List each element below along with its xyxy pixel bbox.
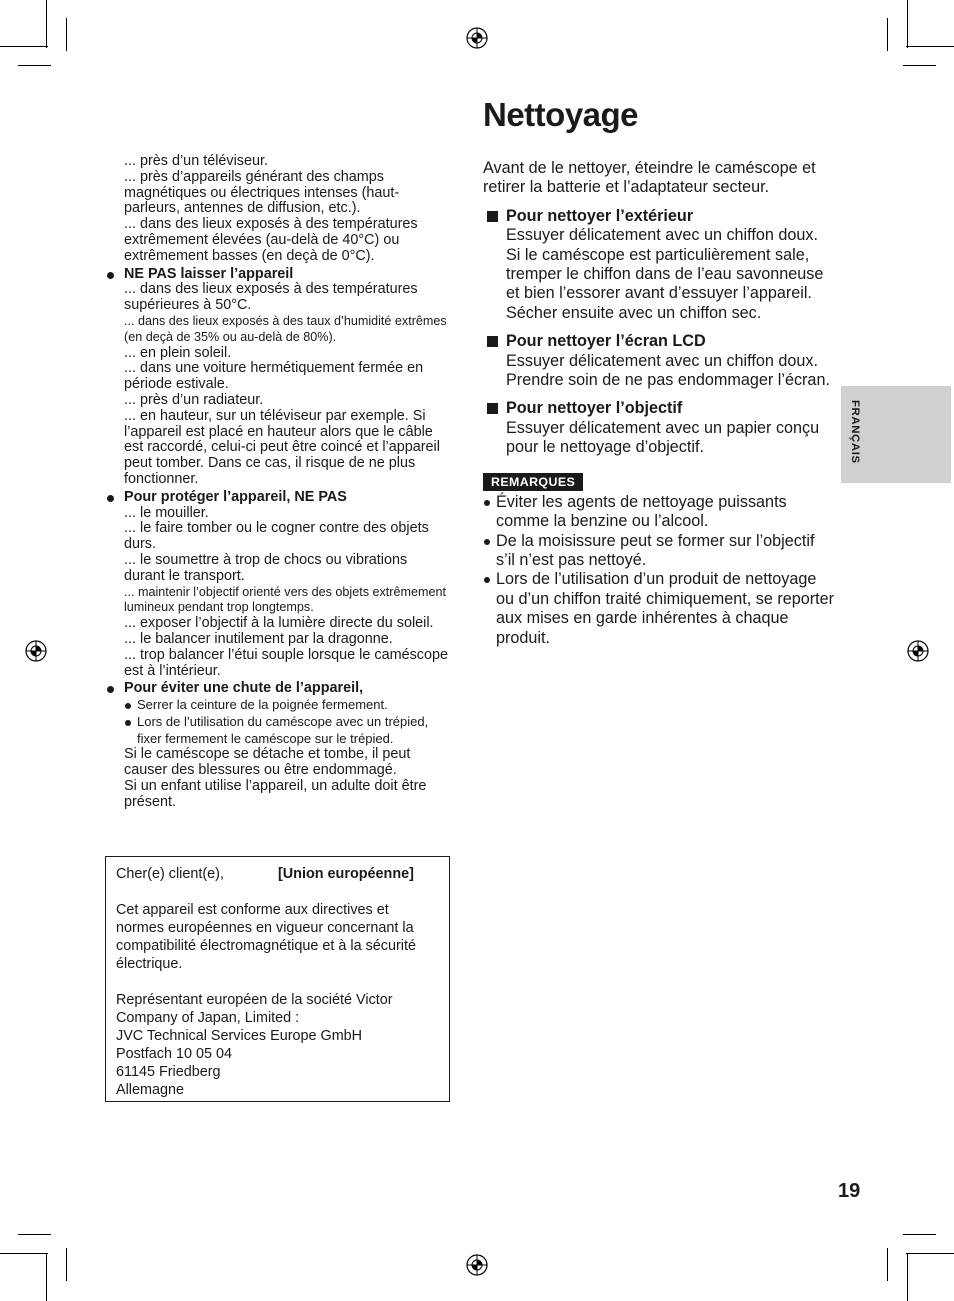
address-line: Postfach 10 05 04 (116, 1046, 233, 1062)
paragraph: Si un enfant utilise l’appareil, un adulte doit être présent. (124, 778, 427, 810)
greeting: Cher(e) client(e), (116, 866, 224, 882)
list-item: ... en hauteur, sur un téléviseur par exemple. Si l’appareil est placé en hauteur alors que le câble est raccordé, celui-ci peut être coincé et l’appareil peut tomber. Dans ce cas, il risque de ne plus fonctionner. (124, 407, 440, 487)
list-item: ... dans des lieux exposés à des taux d’humidité extrêmes (en deçà de 35% ou au-delà de 80%). (124, 313, 447, 344)
intro-text: Avant de le nettoyer, éteindre le caméscope et retirer la batterie et l’adaptateur secteur. (483, 159, 816, 197)
bullet-icon (107, 272, 114, 279)
right-column (483, 159, 835, 648)
remark-item: Lors de l’utilisation d’un produit de nettoyage ou d’un chiffon traité chimiquement, se reporter aux mises en garde inhérentes à chaque produit. (483, 570, 835, 648)
left-column (106, 154, 451, 811)
square-bullet-icon (487, 211, 498, 222)
crop-mark (906, 46, 954, 47)
list-item: ... maintenir l’objectif orienté vers des objets extrêmement lumineux pendant trop longtemps. (124, 584, 446, 615)
bullet-heading: Pour protéger l’appareil, NE PAS (106, 490, 451, 506)
crop-mark (907, 1253, 908, 1301)
page-title: Nettoyage (483, 96, 639, 133)
section-lcd (483, 332, 835, 390)
crop-mark (46, 0, 47, 48)
bullet-icon (484, 500, 490, 506)
list-item: ... le balancer inutilement par la dragonne. (124, 630, 393, 647)
list-item: ... près d’un radiateur. (124, 391, 264, 408)
section-exterior (483, 207, 835, 323)
crop-mark (18, 65, 51, 66)
page-number: 19 (838, 1180, 861, 1202)
representative-text: Représentant européen de la société Victor Company of Japan, Limited : (116, 992, 393, 1026)
crop-mark (907, 0, 908, 48)
section-body: Essuyer délicatement avec un papier conçu pour le nettoyage d’objectif. (506, 418, 820, 457)
registration-mark-icon (464, 1252, 490, 1278)
bullet-heading: NE PAS laisser l’appareil (106, 267, 451, 283)
crop-mark (66, 18, 67, 51)
list-item: ... le mouiller. (124, 504, 209, 521)
compliance-text: Cet appareil est conforme aux directives et normes européennes en vigueur concernant la compatibilité électromagnétique et à la sécurité électrique. (116, 902, 416, 972)
crop-mark (46, 1253, 47, 1301)
remark-item: De la moisissure peut se former sur l’objectif s’il n’est pas nettoyé. (483, 532, 835, 571)
square-bullet-icon (487, 403, 498, 414)
address-line: JVC Technical Services Europe GmbH (116, 1028, 363, 1044)
bullet-icon (484, 577, 490, 583)
list-item: ... trop balancer l’étui souple lorsque le caméscope est à l’intérieur. (124, 646, 448, 679)
registration-mark-icon (905, 638, 931, 664)
list-item: ... le faire tomber ou le cogner contre des objets durs. (124, 520, 429, 553)
paragraph: Si le caméscope se détache et tombe, il peut causer des blessures ou être endommagé. (124, 746, 411, 779)
crop-mark (906, 1253, 954, 1254)
language-tab (841, 386, 951, 483)
crop-mark (887, 1248, 888, 1281)
crop-mark (903, 1234, 936, 1235)
remarks-badge: REMARQUES (483, 473, 583, 491)
section-body: Essuyer délicatement avec un chiffon doux. Si le caméscope est particulièrement sale, tremper le chiffon dans de l’eau savonneuse et bien l’essorer avant d’essuyer l’appareil. Sécher ensuite avec un chiffon sec. (506, 226, 824, 322)
bullet-icon (125, 720, 131, 726)
list-item: ... dans des lieux exposés à des températures supérieures à 50°C. (124, 281, 418, 314)
crop-mark (66, 1248, 67, 1281)
list-item: ... dans des lieux exposés à des températures extrêmement élevées (au-delà de 40°C) ou extrêmement basses (en deçà de 0°C). (124, 216, 418, 264)
section-lens (483, 399, 835, 457)
registration-mark-icon (23, 638, 49, 664)
list-item: ... près d’un téléviseur. (124, 153, 268, 169)
list-item: ... exposer l’objectif à la lumière directe du soleil. (124, 615, 434, 632)
crop-mark (0, 1253, 48, 1254)
bullet-icon (107, 686, 114, 693)
remark-item: Éviter les agents de nettoyage puissants comme la benzine ou l’alcool. (483, 493, 835, 532)
section-heading: Pour nettoyer l’extérieur (506, 206, 694, 225)
eu-box-header (116, 865, 439, 883)
address-line: Allemagne (116, 1082, 184, 1098)
section-heading: Pour nettoyer l’objectif (506, 399, 683, 418)
sub-list-item: Serrer la ceinture de la poignée fermement. (106, 697, 451, 714)
eu-declaration-box (105, 856, 450, 1102)
section-heading: Pour nettoyer l’écran LCD (506, 332, 706, 351)
list-item: ... près d’appareils générant des champs magnétiques ou électriques intenses (haut-parleurs, antennes de diffusion, etc.). (124, 168, 400, 217)
crop-mark (0, 46, 48, 47)
list-item: ... en plein soleil. (124, 344, 232, 361)
crop-mark (887, 18, 888, 51)
registration-mark-icon (464, 25, 490, 51)
sub-list-item: Lors de l’utilisation du caméscope avec un trépied, fixer fermement le caméscope sur le trépied. (106, 714, 451, 748)
language-tab-label: FRANÇAIS (849, 400, 861, 464)
address-line: 61145 Friedberg (116, 1064, 221, 1080)
crop-mark (903, 65, 936, 66)
section-body: Essuyer délicatement avec un chiffon doux. Prendre soin de ne pas endommager l’écran. (506, 351, 830, 390)
list-item: ... le soumettre à trop de chocs ou vibrations durant le transport. (124, 551, 408, 584)
bullet-icon (484, 539, 490, 545)
bullet-heading: Pour éviter une chute de l’appareil, (106, 681, 451, 697)
eu-label: [Union européenne] (278, 866, 414, 882)
bullet-icon (125, 703, 131, 709)
bullet-icon (107, 495, 114, 502)
square-bullet-icon (487, 336, 498, 347)
list-item: ... dans une voiture hermétiquement fermée en période estivale. (124, 360, 424, 393)
crop-mark (18, 1234, 51, 1235)
